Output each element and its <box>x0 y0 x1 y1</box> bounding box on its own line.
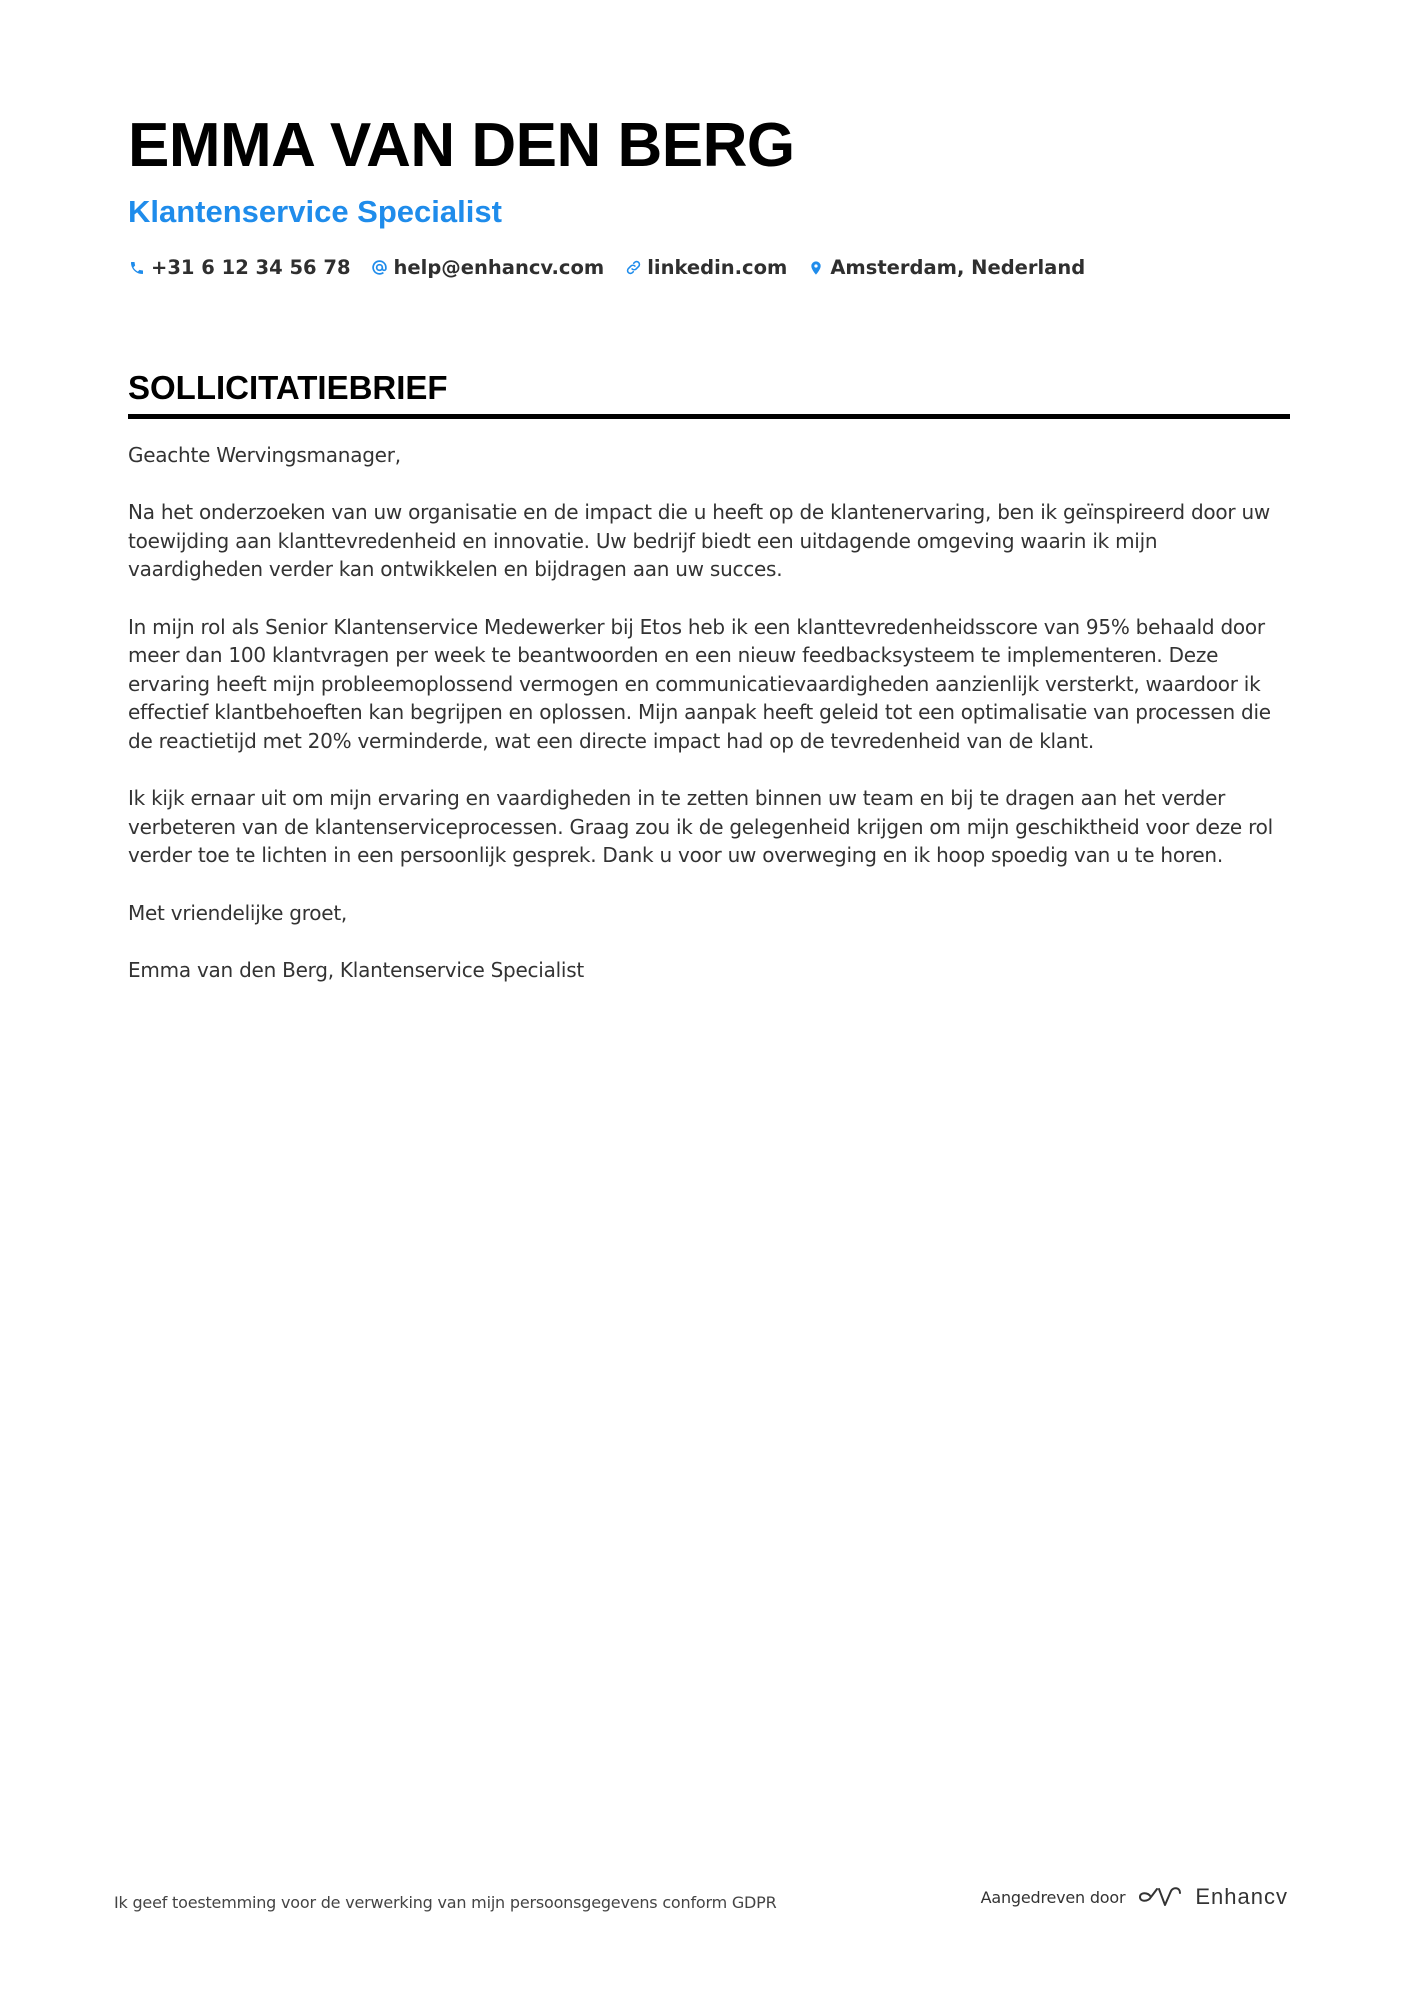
letter-paragraph-3: Ik kijk ernaar uit om mijn ervaring en vaardigheden in te zetten binnen uw team en bij te dragen aan het verder verbeteren van de klantenserviceprocessen. Graag zou ik de gelegenheid krijgen om mijn geschiktheid voor deze rol verder toe te lichten in een persoonlijk gesprek. Dank u voor uw overweging en ik hoop spoedig van u te horen. <box>128 786 1273 868</box>
contact-email-text: help@enhancv.com <box>393 256 605 279</box>
contact-location <box>807 256 1085 279</box>
at-icon <box>371 259 389 277</box>
letter-paragraph-2: In mijn rol als Senior Klantenservice Medewerker bij Etos heb ik een klanttevredenheidsscore van 95% behaald door meer dan 100 klantvragen per week te beantwoorden en een nieuw feedbacksysteem te implementeren. Deze ervaring heeft mijn probleemoplossend vermogen en communicatievaardigheden aanzienlijk versterkt, waardoor ik effectief klantbehoeften kan begrijpen en oplossen. Mijn aanpak heeft geleid tot een optimalisatie van processen die de reactietijd met 20% verminderde, wat een directe impact had op de tevredenheid van de klant. <box>128 614 1271 753</box>
header <box>128 108 1288 279</box>
letter-salutation: Geachte Wervingsmanager, <box>128 443 401 467</box>
contact-phone <box>128 256 351 279</box>
job-title: Klantenservice Specialist <box>128 194 502 229</box>
enhancv-logo-icon <box>1137 1885 1183 1909</box>
contact-email <box>371 256 605 279</box>
contact-phone-text: +31 6 12 34 56 78 <box>151 256 351 279</box>
letter-signature: Emma van den Berg, Klantenservice Specialist <box>128 957 584 982</box>
powered-by-label: Aangedreven door <box>980 1887 1126 1907</box>
applicant-name: EMMA VAN DEN BERG <box>128 111 795 180</box>
contact-linkedin-text: linkedin.com <box>647 256 788 279</box>
contact-bar <box>128 256 1288 279</box>
powered-by <box>981 1884 1288 1910</box>
letter-paragraph-1: Na het onderzoeken van uw organisatie en de impact die u heeft op de klantenervaring, ben ik geïnspireerd door uw toewijding aan klanttevredenheid en innovatie. Uw bedrijf biedt een uitdagende omgeving waarin ik mijn vaardigheden verder kan ontwikkelen en bijdragen aan uw succes. <box>128 500 1270 582</box>
enhancv-brand-name: Enhancv <box>1195 1884 1288 1909</box>
link-icon <box>624 259 642 277</box>
letter-body <box>128 441 1290 984</box>
cover-letter-section <box>128 366 1290 1013</box>
phone-icon <box>128 259 146 277</box>
letter-closing: Met vriendelijke groet, <box>128 900 348 925</box>
contact-location-text: Amsterdam, Nederland <box>830 256 1086 279</box>
section-title: SOLLICITATIEBRIEF <box>128 366 1290 419</box>
location-pin-icon <box>807 259 825 277</box>
gdpr-consent: Ik geef toestemming voor de verwerking van mijn persoonsgegevens conform GDPR <box>114 1893 777 1912</box>
contact-linkedin <box>624 256 787 279</box>
